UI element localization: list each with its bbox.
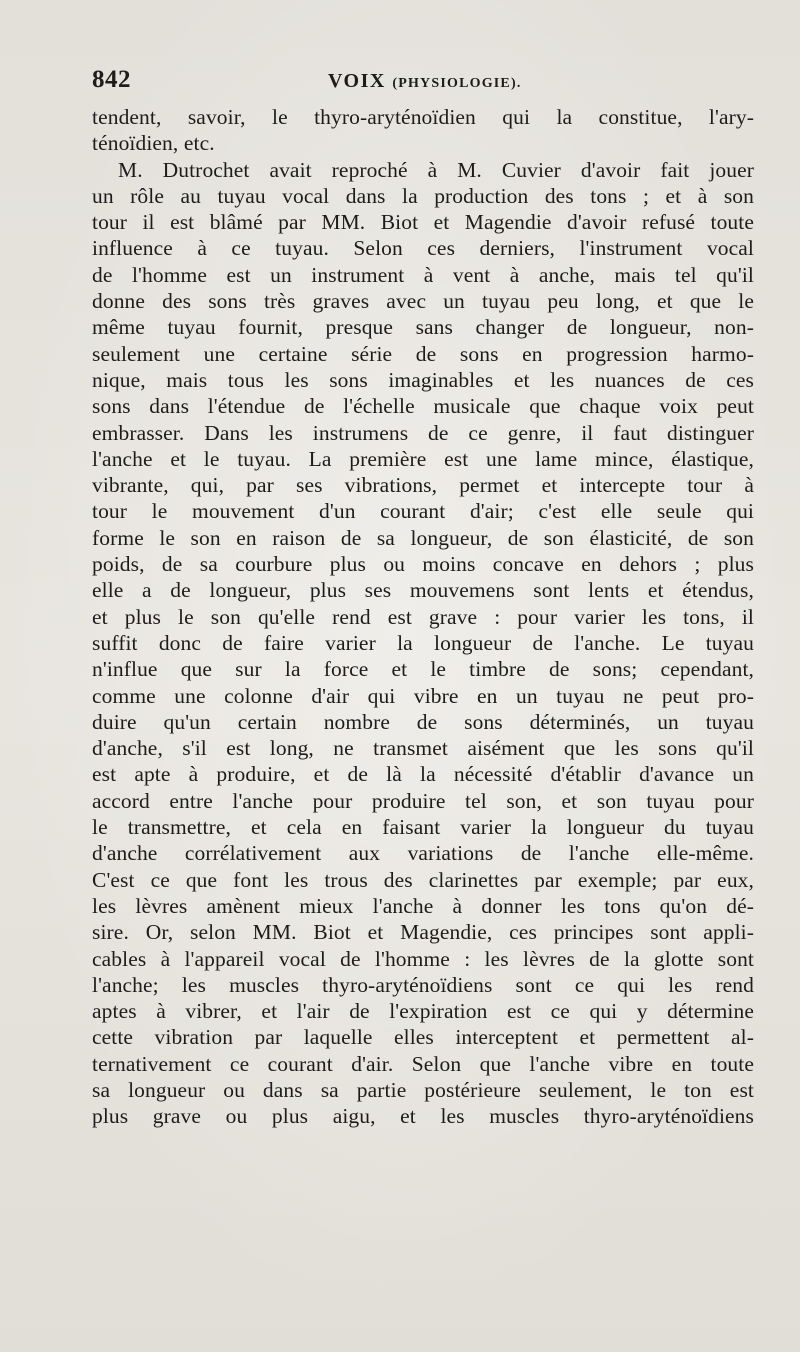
text-line: sa longueur ou dans sa partie postérieure seulement, le ton est: [92, 1077, 754, 1102]
text-line: seulement une certaine série de sons en progression harmo-: [92, 341, 754, 366]
text-line: elle a de longueur, plus ses mouvemens sont lents et étendus,: [92, 578, 754, 603]
text-line: tendent, savoir, le thyro-aryténoïdien qui la constitue, l'ary-: [92, 105, 754, 129]
text-line: sons dans l'étendue de l'échelle musicale que chaque voix peut: [92, 394, 754, 419]
text-line: C'est ce que font les trous des clarinettes par exemple; par eux,: [92, 867, 754, 892]
text-line: tour le mouvement d'un courant d'air; c'est elle seule qui: [92, 499, 754, 524]
text-line: plus grave ou plus aigu, et les muscles thyro-aryténoïdiens: [92, 1104, 754, 1129]
text-line: ténoïdien, etc.: [92, 131, 215, 156]
text-line: M. Dutrochet avait reproché à M. Cuvier d'avoir fait jouer: [118, 157, 754, 182]
running-head-sub: (PHYSIOLOGIE).: [392, 76, 522, 91]
text-line: l'anche; les muscles thyro-aryténoïdiens sont ce qui les rend: [92, 972, 754, 997]
text-line: les lèvres amènent mieux l'anche à donner les tons qu'on dé-: [92, 893, 754, 918]
text-line: cette vibration par laquelle elles interceptent et permettent al-: [92, 1025, 754, 1050]
text-line: nique, mais tous les sons imaginables et les nuances de ces: [92, 367, 754, 392]
text-line: est apte à produire, et de là la nécessité d'établir d'avance un: [92, 762, 754, 787]
text-line: vibrante, qui, par ses vibrations, permet et intercepte tour à: [92, 473, 754, 498]
text-line: d'anche corrélativement aux variations de l'anche elle-même.: [92, 841, 754, 866]
text-line: tour il est blâmé par MM. Biot et Magendie d'avoir refusé toute: [92, 210, 754, 235]
text-line: comme une colonne d'air qui vibre en un tuyau ne peut pro-: [92, 683, 754, 708]
text-line: influence à ce tuyau. Selon ces derniers, l'instrument vocal: [92, 236, 754, 261]
text-line: embrasser. Dans les instrumens de ce genre, il faut distinguer: [92, 420, 754, 445]
text-line: sire. Or, selon MM. Biot et Magendie, ces principes sont appli-: [92, 920, 754, 945]
text-line: accord entre l'anche pour produire tel son, et son tuyau pour: [92, 788, 754, 813]
body-text: [92, 104, 754, 1130]
text-line: de l'homme est un instrument à vent à anche, mais tel qu'il: [92, 262, 754, 287]
text-line: suffit donc de faire varier la longueur de l'anche. Le tuyau: [92, 630, 754, 655]
text-line: n'influe que sur la force et le timbre de sons; cependant,: [92, 657, 754, 682]
page-number: 842: [92, 66, 131, 93]
text-line: ternativement ce courant d'air. Selon que l'anche vibre en toute: [92, 1051, 754, 1076]
running-head-main: VOIX: [328, 70, 386, 92]
text-line: cables à l'appareil vocal de l'homme : les lèvres de la glotte sont: [92, 946, 754, 971]
page-header: [92, 66, 752, 100]
text-line: et plus le son qu'elle rend est grave : pour varier les tons, il: [92, 604, 754, 629]
text-line: poids, de sa courbure plus ou moins concave en dehors ; plus: [92, 552, 754, 577]
text-line: un rôle au tuyau vocal dans la production des tons ; et à son: [92, 183, 754, 208]
text-line: duire qu'un certain nombre de sons déterminés, un tuyau: [92, 709, 754, 734]
text-line: donne des sons très graves avec un tuyau peu long, et que le: [92, 289, 754, 314]
text-line: le transmettre, et cela en faisant varier la longueur du tuyau: [92, 815, 754, 840]
text-line: d'anche, s'il est long, ne transmet aisément que les sons qu'il: [92, 736, 754, 761]
text-line: l'anche et le tuyau. La première est une lame mince, élastique,: [92, 446, 754, 471]
text-line: même tuyau fournit, presque sans changer de longueur, non-: [92, 315, 754, 340]
text-line: forme le son en raison de sa longueur, de son élasticité, de son: [92, 525, 754, 550]
running-head: [328, 70, 522, 93]
text-line: aptes à vibrer, et l'air de l'expiration est ce qui y détermine: [92, 999, 754, 1024]
